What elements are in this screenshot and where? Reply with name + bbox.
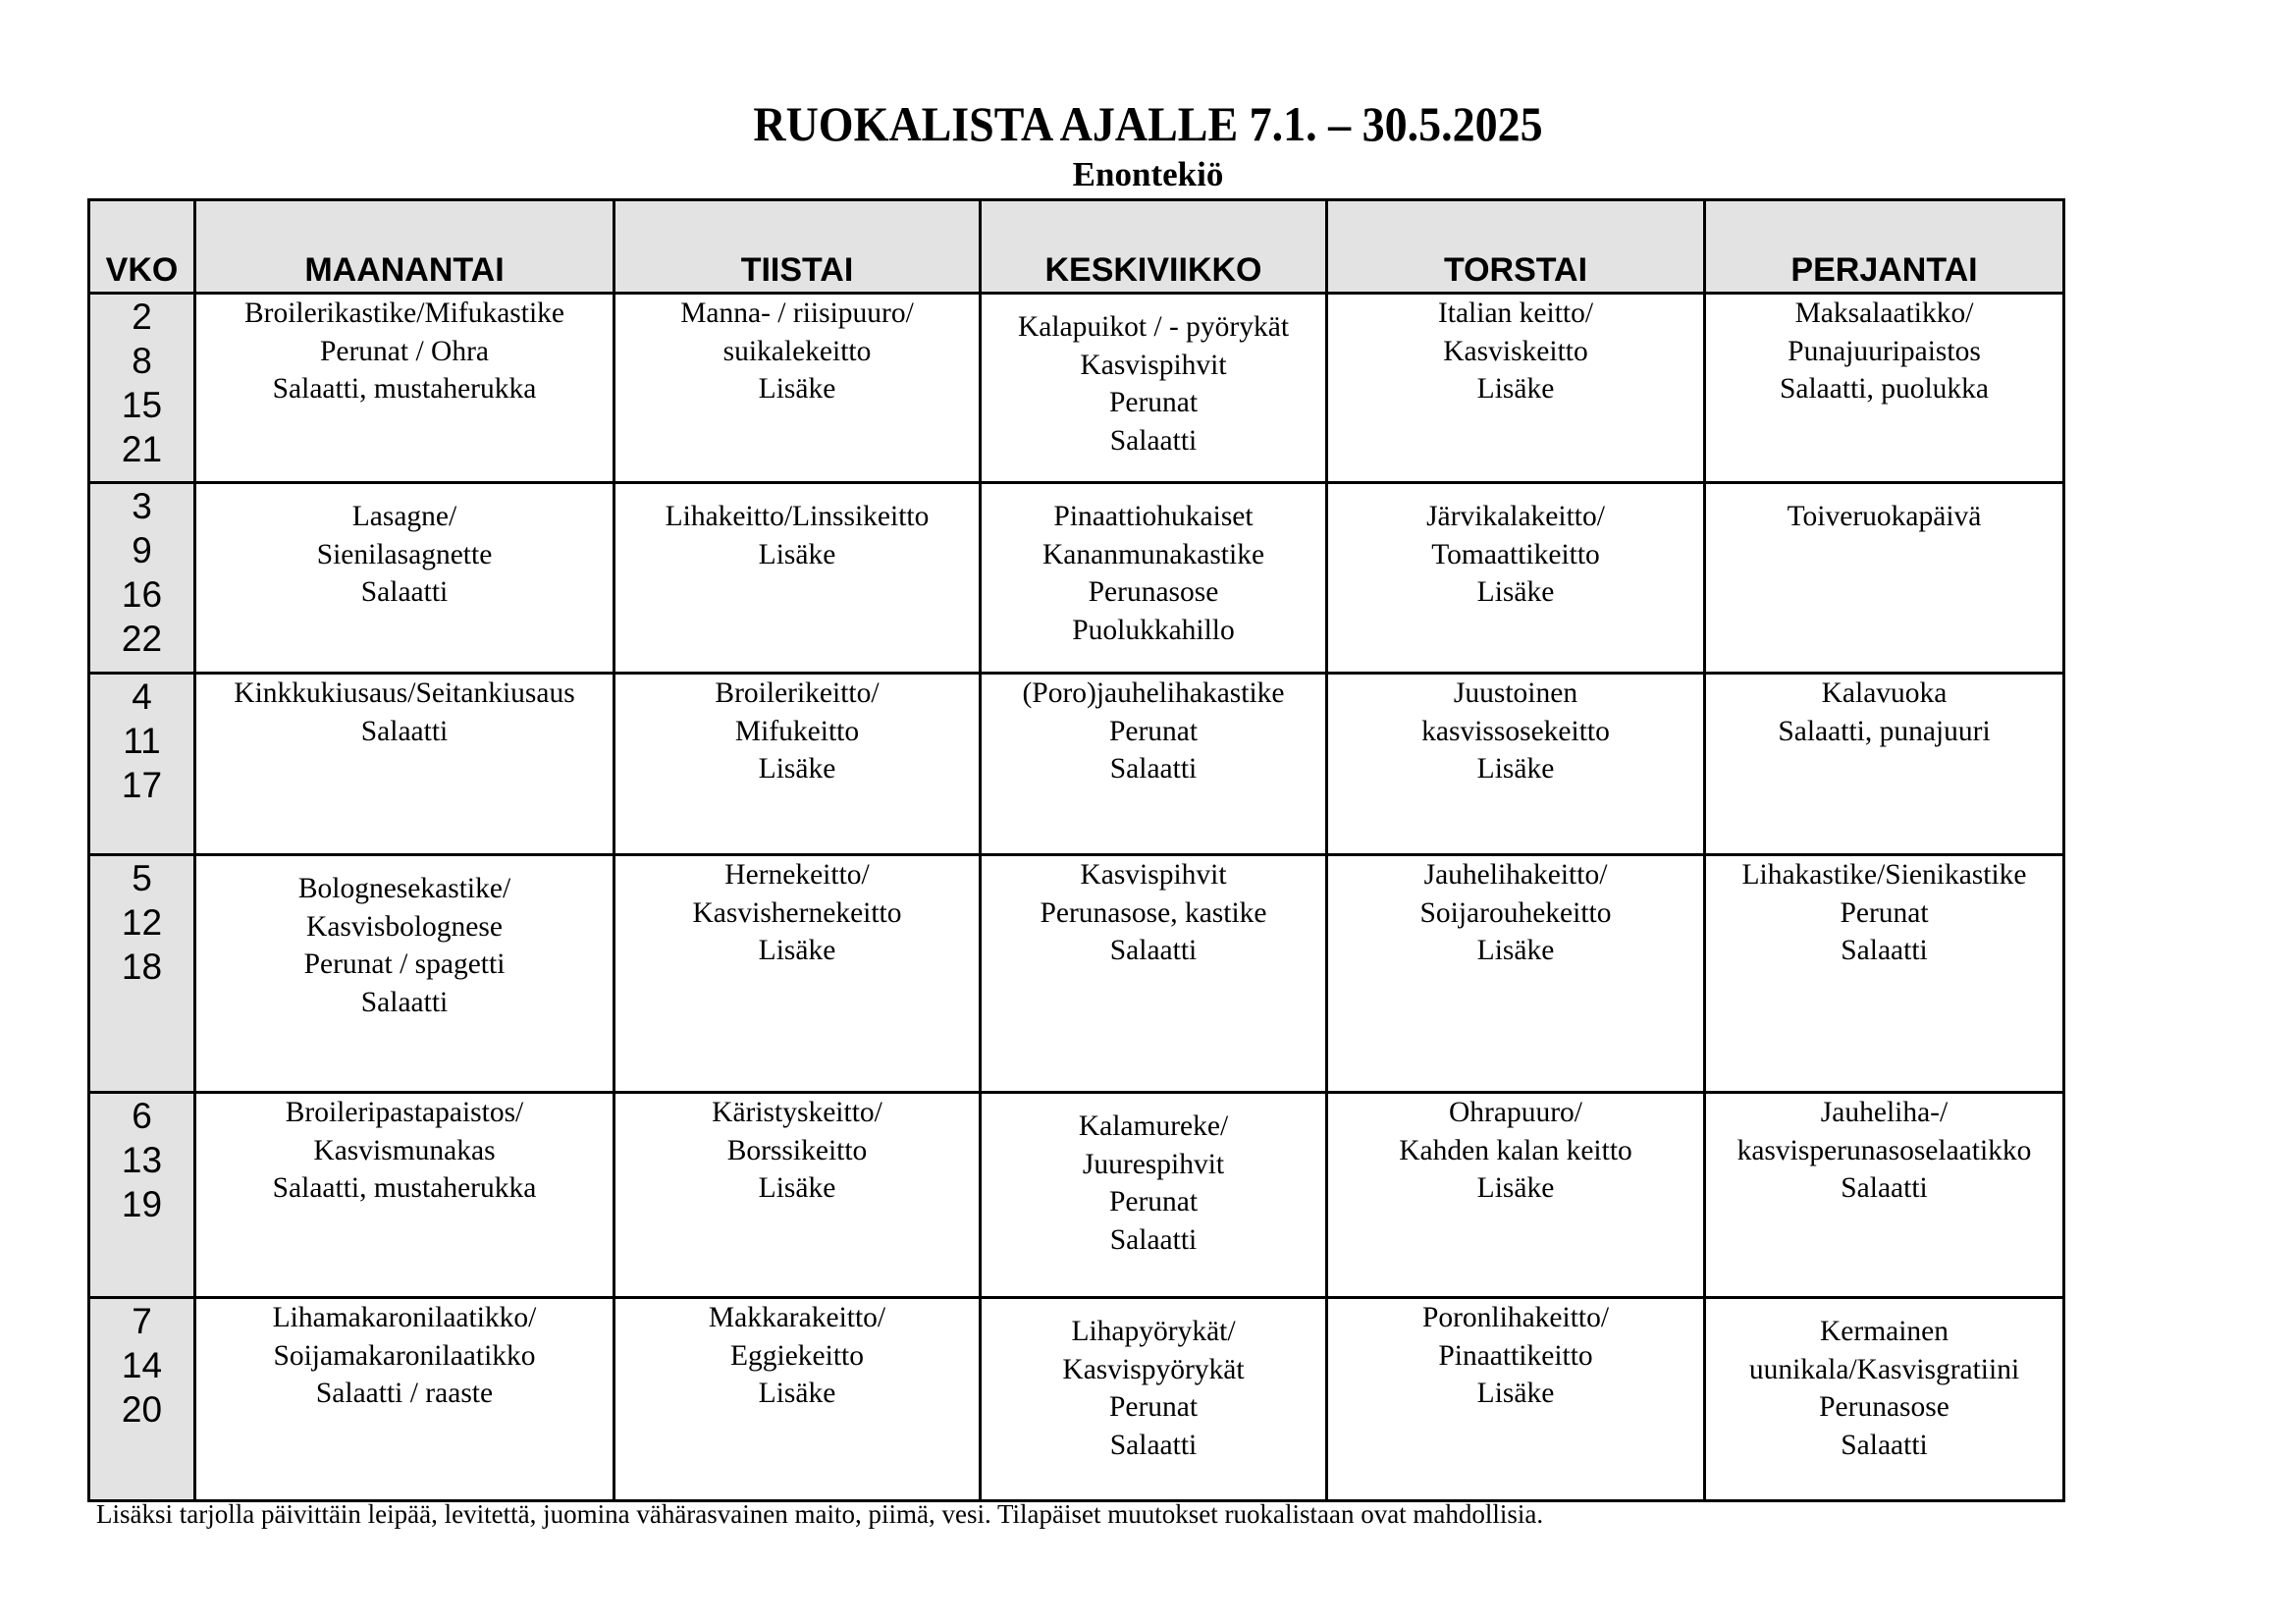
menu-cell-wednesday	[981, 674, 1327, 855]
dish-line: Perunat	[1108, 715, 1199, 747]
week-number: 13	[121, 1140, 163, 1180]
dish-line: Salaatti	[1109, 424, 1198, 457]
column-header-friday: PERJANTAI	[1705, 200, 2064, 294]
dish-line: Salaatti	[360, 986, 449, 1018]
dish-line: Soijamakaronilaatikko	[273, 1339, 536, 1372]
dish-line: Juurespihvit	[1082, 1148, 1225, 1180]
week-number: 17	[121, 765, 163, 805]
dish-line: Broileripastapaistos/	[285, 1097, 524, 1128]
column-header-monday: MAANANTAI	[195, 200, 614, 294]
week-number: 21	[121, 429, 163, 469]
dish-line: Lihamakaronilaatikko/	[272, 1302, 537, 1333]
dish-line: Kasvisbolognese	[306, 910, 503, 943]
dish-line: Lisäke	[758, 753, 836, 785]
dish-line: Maksalaatikko/	[1794, 298, 1974, 329]
dish-line: Juustoinen	[1453, 677, 1578, 709]
week-numbers-cell	[89, 674, 195, 855]
week-number: 11	[123, 721, 161, 761]
menu-cell-wednesday	[981, 294, 1327, 483]
dish-line: Manna- / riisipuuro/	[680, 298, 914, 329]
column-header-tuesday: TIISTAI	[614, 200, 981, 294]
dish-line: Pinaattiohukaiset	[1053, 501, 1254, 532]
dish-line: Kasvismunakas	[313, 1134, 496, 1166]
dish-line: Kasvispyörykät	[1062, 1353, 1245, 1385]
table-row	[89, 294, 2064, 483]
week-number: 4	[132, 677, 152, 717]
dish-line: Puolukkahillo	[1072, 614, 1235, 646]
menu-cell-thursday	[1327, 1093, 1705, 1298]
dish-line: Kalamureke/	[1078, 1110, 1229, 1142]
dish-line: Tomaattikeitto	[1431, 538, 1600, 570]
dish-line: Perunat / spagetti	[303, 948, 506, 980]
dish-line: Kasvispihvit	[1080, 859, 1227, 891]
dish-line: Kalapuikot / - pyörykät	[1017, 311, 1290, 343]
dish-line: Salaatti	[1109, 1223, 1198, 1256]
dish-line: Lasagne/	[351, 501, 457, 532]
dish-line: Perunat	[1108, 1186, 1199, 1218]
dish-line: Salaatti	[1109, 935, 1198, 966]
table-row	[89, 483, 2064, 674]
menu-cell-friday	[1705, 294, 2064, 483]
dish-line: Salaatti	[1109, 1429, 1198, 1461]
dish-line: Kasvishernekeitto	[692, 896, 902, 929]
menu-cell-tuesday	[614, 483, 981, 674]
menu-cell-thursday	[1327, 294, 1705, 483]
dish-line: Lisäke	[1476, 1172, 1555, 1204]
menu-cell-monday	[195, 855, 614, 1093]
dish-line: Broilerikeitto/	[715, 677, 880, 709]
week-numbers-cell	[89, 1093, 195, 1298]
dish-line: Lisäke	[758, 935, 836, 966]
dish-line: Perunasose	[1819, 1391, 1949, 1423]
week-number: 12	[121, 902, 163, 943]
menu-cell-monday	[195, 483, 614, 674]
dish-line: Soijarouhekeitto	[1419, 896, 1612, 929]
week-number: 8	[132, 341, 152, 381]
dish-line: Punajuuripaistos	[1788, 335, 1981, 367]
week-numbers-cell	[89, 294, 195, 483]
dish-line: Jauheliha-/	[1820, 1097, 1949, 1128]
dish-line: Salaatti	[1841, 1429, 1928, 1461]
menu-cell-wednesday	[981, 1298, 1327, 1501]
menu-cell-wednesday	[981, 855, 1327, 1093]
menu-cell-friday	[1705, 1298, 2064, 1501]
dish-line: Kermainen	[1819, 1316, 1949, 1347]
dish-line: Kahden kalan keitto	[1399, 1134, 1632, 1166]
menu-cell-monday	[195, 674, 614, 855]
dish-line: Eggiekeitto	[730, 1339, 864, 1372]
dish-line: Järvikalakeitto/	[1426, 501, 1605, 532]
dish-line: kasvisperunasoselaatikko	[1736, 1134, 2032, 1166]
dish-line: Perunasose	[1088, 576, 1219, 608]
dish-line: uunikala/Kasvisgratiini	[1748, 1353, 2020, 1385]
dish-line: Lisäke	[1476, 753, 1555, 785]
week-number: 18	[121, 947, 163, 987]
week-numbers-cell	[89, 1298, 195, 1501]
menu-cell-monday	[195, 1093, 614, 1298]
dish-line: Salaatti, mustaherukka	[272, 373, 537, 405]
dish-line: Perunat / Ohra	[319, 335, 490, 367]
dish-line: Poronlihakeitto/	[1421, 1302, 1610, 1333]
menu-cell-tuesday	[614, 674, 981, 855]
menu-cell-friday	[1705, 483, 2064, 674]
dish-line: Ohrapuuro/	[1449, 1097, 1582, 1128]
dish-line: Lihakeitto/Linssikeitto	[665, 501, 930, 532]
dish-line: Perunat	[1108, 387, 1199, 418]
dish-line: kasvissosekeitto	[1421, 715, 1610, 747]
menu-cell-friday	[1705, 855, 2064, 1093]
week-numbers-cell	[89, 855, 195, 1093]
dish-line: Kalavuoka	[1821, 677, 1948, 709]
column-header-wednesday: KESKIVIIKKO	[981, 200, 1327, 294]
dish-line: (Poro)jauhelihakastike	[1022, 677, 1285, 709]
header-row	[89, 200, 2064, 294]
dish-line: Perunasose, kastike	[1040, 896, 1267, 929]
dish-line: Salaatti, punajuuri	[1778, 715, 1991, 747]
dish-line: Lihapyörykät/	[1071, 1316, 1236, 1347]
page-subtitle: Enontekiö	[1072, 155, 1224, 193]
menu-cell-monday	[195, 294, 614, 483]
dish-line: Lisäke	[758, 538, 836, 570]
dish-line: Pinaattikeitto	[1438, 1339, 1593, 1372]
page-title: RUOKALISTA AJALLE 7.1. – 30.5.2025	[753, 96, 1543, 151]
dish-line: Salaatti	[360, 715, 449, 747]
menu-cell-wednesday	[981, 1093, 1327, 1298]
week-number: 16	[121, 574, 163, 615]
week-number: 19	[121, 1184, 163, 1224]
dish-line: Lisäke	[1476, 373, 1555, 405]
week-number: 14	[121, 1345, 163, 1385]
menu-cell-tuesday	[614, 1298, 981, 1501]
dish-line: Bolognesekastike/	[297, 873, 511, 904]
dish-line: Salaatti	[360, 576, 449, 608]
dish-line: Broilerikastike/Mifukastike	[243, 298, 565, 329]
menu-cell-thursday	[1327, 855, 1705, 1093]
dish-line: Sienilasagnette	[316, 538, 493, 570]
dish-line: Hernekeitto/	[724, 859, 870, 891]
dish-line: suikalekeitto	[722, 335, 872, 367]
footer-note: Lisäksi tarjolla päivittäin leipää, levitettä, juomina vähärasvainen maito, piimä, vesi. Tilapäiset muutokset ruokalistaan ovat mahdollisia.	[96, 1499, 1544, 1529]
dish-line: Toiveruokapäivä	[1787, 501, 1982, 532]
menu-cell-tuesday	[614, 855, 981, 1093]
week-number: 20	[121, 1389, 163, 1430]
week-number: 2	[132, 297, 152, 337]
menu-cell-friday	[1705, 1093, 2064, 1298]
menu-cell-monday	[195, 1298, 614, 1501]
week-number: 6	[132, 1096, 152, 1136]
dish-line: Italian keitto/	[1437, 298, 1594, 329]
menu-cell-tuesday	[614, 1093, 981, 1298]
week-number: 15	[121, 385, 163, 425]
column-header-vko: VKO	[89, 200, 195, 294]
dish-line: Borssikeitto	[726, 1134, 868, 1166]
dish-line: Lihakastike/Sienikastike	[1741, 859, 2027, 891]
menu-cell-thursday	[1327, 1298, 1705, 1501]
menu-cell-thursday	[1327, 674, 1705, 855]
dish-line: Salaatti	[1109, 753, 1198, 785]
week-number: 5	[132, 858, 152, 898]
dish-line: Kinkkukiusaus/Seitankiusaus	[234, 677, 575, 709]
dish-line: Lisäke	[1476, 935, 1555, 966]
dish-line: Kasviskeitto	[1443, 335, 1588, 367]
dish-line: Salaatti, puolukka	[1779, 373, 1989, 405]
dish-line: Salaatti	[1841, 935, 1928, 966]
table-row	[89, 674, 2064, 855]
week-number: 22	[121, 619, 163, 659]
dish-line: Kananmunakastike	[1041, 538, 1265, 570]
dish-line: Makkarakeitto/	[708, 1302, 886, 1333]
column-header-thursday: TORSTAI	[1327, 200, 1705, 294]
week-numbers-cell	[89, 483, 195, 674]
dish-line: Lisäke	[758, 1378, 836, 1409]
dish-line: Lisäke	[758, 373, 836, 405]
menu-table	[87, 198, 2065, 1502]
week-number: 9	[132, 530, 152, 570]
week-number: 3	[132, 486, 152, 526]
menu-cell-wednesday	[981, 483, 1327, 674]
dish-line: Salaatti / raaste	[315, 1378, 494, 1409]
dish-line: Lisäke	[1476, 576, 1555, 608]
dish-line: Mifukeitto	[734, 715, 860, 747]
dish-line: Lisäke	[758, 1172, 836, 1204]
dish-line: Salaatti, mustaherukka	[272, 1172, 537, 1204]
dish-line: Salaatti	[1841, 1172, 1928, 1204]
menu-cell-tuesday	[614, 294, 981, 483]
week-number: 7	[132, 1301, 152, 1341]
dish-line: Jauhelihakeitto/	[1423, 859, 1608, 891]
table-row	[89, 855, 2064, 1093]
dish-line: Kasvispihvit	[1080, 349, 1227, 381]
dish-line: Lisäke	[1476, 1378, 1555, 1409]
menu-cell-thursday	[1327, 483, 1705, 674]
table-row	[89, 1298, 2064, 1501]
dish-line: Käristyskeitto/	[712, 1097, 882, 1128]
dish-line: Perunat	[1108, 1391, 1199, 1423]
table-row	[89, 1093, 2064, 1298]
dish-line: Perunat	[1840, 896, 1929, 929]
menu-cell-friday	[1705, 674, 2064, 855]
